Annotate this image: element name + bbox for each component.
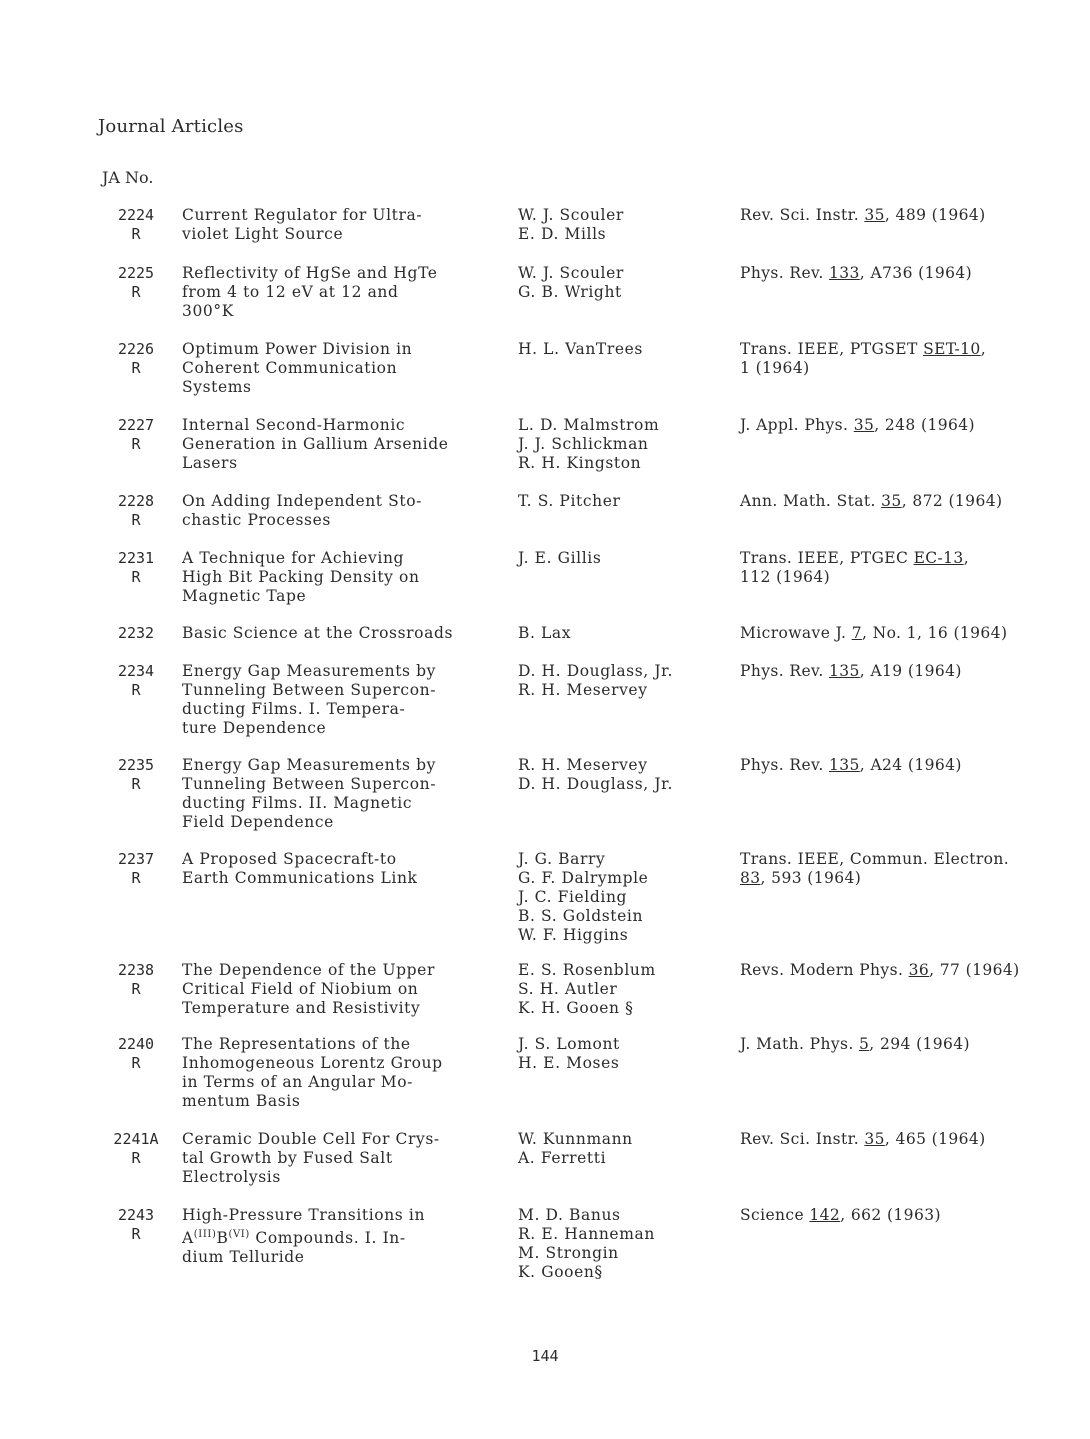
title-line: Field Dependence [182,813,334,831]
citation-journal: J. Appl. Phys. [740,416,854,434]
article-citation [740,492,1085,511]
article-title [182,756,502,832]
citation-line-2: 112 (1964) [740,568,831,586]
article-citation [740,1130,1085,1149]
author: A. Ferretti [518,1149,607,1167]
title-line: ducting Films. II. Magnetic [182,794,413,812]
author: L. D. Malmstrom [518,416,660,434]
citation-pages-year: , A19 (1964) [859,662,962,680]
title-line: dium Telluride [182,1248,305,1267]
citation-journal: J. Math. Phys. [740,1035,860,1053]
title-line: Internal Second-Harmonic [182,416,406,434]
article-authors [518,1035,728,1073]
ja-number-value: 2243 [117,1206,155,1224]
article-authors [518,624,728,643]
ja-number-value: 2235 [117,756,155,774]
citation-pages-year: , 593 (1964) [760,869,862,887]
title-line: On Adding Independent Sto- [182,492,422,510]
author: D. H. Douglass, Jr. [518,775,673,793]
title-line: Ceramic Double Cell For Crys- [182,1130,440,1148]
citation-volume: 7 [851,624,862,642]
ja-number-value: 2240 [117,1035,155,1053]
ja-number-suffix: R [131,511,141,529]
article-title [182,549,502,606]
ja-number [106,1206,166,1244]
ja-number-suffix: R [131,359,141,377]
section-title: Journal Articles [98,116,244,137]
ja-number-value: 2226 [117,340,155,358]
title-line: Earth Communications Link [182,869,418,887]
author: J. C. Fielding [518,888,628,906]
citation-journal: Trans. IEEE, PTGSET [740,340,924,358]
ja-number [106,961,166,999]
citation-pages-year: , A24 (1964) [859,756,962,774]
article-citation [740,206,1085,225]
article-citation [740,1035,1085,1054]
title-line: ducting Films. I. Tempera- [182,700,406,718]
ja-number [106,662,166,700]
author: T. S. Pitcher [518,492,621,510]
article-authors [518,264,728,302]
article-citation [740,756,1085,775]
author: J. J. Schlickman [518,435,649,453]
citation-journal: Phys. Rev. [740,264,829,282]
author: G. B. Wright [518,283,622,301]
title-line: The Representations of the [182,1035,411,1053]
article-title [182,206,502,244]
citation-journal: Trans. IEEE, Commun. Electron. [740,850,1010,868]
author: H. L. VanTrees [518,340,643,358]
author: M. Strongin [518,1244,619,1262]
author: R. H. Meservey [518,756,648,774]
ja-number-value: 2231 [117,549,155,567]
title-line: chastic Processes [182,511,331,529]
citation-pages-year: , 465 (1964) [884,1130,986,1148]
formula-b: B [216,1229,229,1248]
title-line: Systems [182,378,252,396]
title-line: Electrolysis [182,1168,281,1186]
author: E. S. Rosenblum [518,961,656,979]
title-line: ture Dependence [182,719,327,737]
ja-number [106,1130,166,1168]
citation-volume: 35 [853,416,875,434]
author: B. Lax [518,624,572,642]
citation-line-2: 1 (1964) [740,359,810,377]
article-citation [740,416,1085,435]
ja-number-suffix: R [131,225,141,243]
citation-volume: SET-10 [923,340,981,358]
author: R. E. Hanneman [518,1225,655,1243]
author: K. H. Gooen § [518,999,634,1017]
article-authors [518,1130,728,1168]
citation-journal: Ann. Math. Stat. [740,492,882,510]
author: K. Gooen§ [518,1263,603,1281]
formula-rest: Compounds. I. In- [249,1229,406,1248]
article-title [182,416,502,473]
author: W. F. Higgins [518,926,629,944]
article-title [182,850,502,888]
formula-a: A [182,1229,194,1248]
title-line: Reflectivity of HgSe and HgTe [182,264,438,282]
author: J. E. Gillis [518,549,602,567]
citation-journal: Microwave J. [740,624,852,642]
author: S. H. Autler [518,980,618,998]
title-line: Temperature and Resistivity [182,999,421,1017]
article-authors [518,1206,728,1282]
citation-journal: Rev. Sci. Instr. [740,206,865,224]
citation-journal: Science [740,1206,810,1224]
article-title [182,492,502,530]
ja-number [106,264,166,302]
title-line: Coherent Communication [182,359,398,377]
title-line-formula [182,1225,502,1248]
citation-journal: Revs. Modern Phys. [740,961,909,979]
author: W. J. Scouler [518,206,624,224]
article-citation [740,340,1085,378]
ja-number [106,206,166,244]
ja-number [106,416,166,454]
title-line: in Terms of an Angular Mo- [182,1073,413,1091]
author: R. H. Kingston [518,454,642,472]
ja-number-suffix: R [131,1054,141,1072]
article-authors [518,756,728,794]
ja-number [106,850,166,888]
article-title [182,264,502,321]
author: D. H. Douglass, Jr. [518,662,673,680]
ja-number-suffix: R [131,1149,141,1167]
title-line: Energy Gap Measurements by [182,756,437,774]
citation-pages-year: , [980,340,987,358]
ja-number-suffix: R [131,1225,141,1243]
citation-volume: 35 [881,492,902,510]
citation-volume: 35 [864,1130,885,1148]
ja-number [106,624,166,643]
title-line: Generation in Gallium Arsenide [182,435,449,453]
citation-volume: 135 [829,756,860,774]
ja-number-value: 2238 [117,961,155,979]
ja-number-value: 2228 [117,492,155,510]
article-authors [518,662,728,700]
article-title [182,340,502,397]
title-line: The Dependence of the Upper [182,961,435,979]
article-citation [740,662,1085,681]
ja-number-value: 2234 [117,662,155,680]
column-label-ja-no: JA No. [102,168,154,187]
article-authors [518,416,728,473]
article-title [182,961,502,1018]
formula-b-superscript: (VI) [228,1229,250,1240]
title-line: Lasers [182,454,238,472]
article-citation [740,1206,1085,1225]
citation-pages-year: , A736 (1964) [859,264,973,282]
article-citation [740,850,1085,888]
ja-number-suffix: R [131,435,141,453]
author: J. G. Barry [518,850,606,868]
article-citation [740,264,1085,283]
citation-pages-year: , [963,549,970,567]
page-number: 144 [531,1347,559,1365]
citation-pages-year: , 248 (1964) [874,416,975,434]
author: G. F. Dalrymple [518,869,649,887]
author: W. Kunnmann [518,1130,633,1148]
author: W. J. Scouler [518,264,624,282]
title-line: Optimum Power Division in [182,340,413,358]
ja-number-suffix: R [131,869,141,887]
article-title [182,662,502,738]
citation-volume: 142 [809,1206,841,1224]
title-line: High-Pressure Transitions in [182,1206,426,1224]
citation-pages-year: , No. 1, 16 (1964) [861,624,1008,642]
article-citation [740,961,1085,980]
author: B. S. Goldstein [518,907,644,925]
title-line: Critical Field of Niobium on [182,980,419,998]
author: J. S. Lomont [518,1035,620,1053]
ja-number [106,756,166,794]
ja-number-value: 2237 [117,850,155,868]
article-title [182,1130,502,1187]
ja-number-value: 2224 [117,206,155,224]
article-title [182,1035,502,1111]
citation-volume: 135 [829,662,860,680]
ja-number-suffix: R [131,283,141,301]
citation-volume: EC-13 [913,549,964,567]
author: M. D. Banus [518,1206,621,1224]
title-line: High Bit Packing Density on [182,568,420,586]
title-line: A Technique for Achieving [182,549,405,567]
ja-number [106,492,166,530]
ja-number-suffix: R [131,775,141,793]
title-line: tal Growth by Fused Salt [182,1149,393,1167]
title-line: from 4 to 12 eV at 12 and [182,283,399,301]
title-line: A Proposed Spacecraft-to [182,850,397,868]
citation-volume: 36 [908,961,930,979]
ja-number-value: 2225 [117,264,155,282]
article-authors [518,206,728,244]
citation-pages-year: , 872 (1964) [901,492,1003,510]
ja-number [106,549,166,587]
title-line: Energy Gap Measurements by [182,662,437,680]
citation-journal: Phys. Rev. [740,756,829,774]
title-line: Magnetic Tape [182,587,307,605]
ja-number-value: 2241A [113,1130,159,1148]
citation-volume: 133 [829,264,860,282]
ja-number [106,1035,166,1073]
citation-pages-year: , 489 (1964) [884,206,986,224]
title-line: Tunneling Between Supercon- [182,775,437,793]
ja-number-suffix: R [131,980,141,998]
title-line: Current Regulator for Ultra- [182,206,423,224]
ja-number-suffix: R [131,568,141,586]
title-line: Tunneling Between Supercon- [182,681,437,699]
citation-journal: Trans. IEEE, PTGEC [740,549,914,567]
ja-number [106,340,166,378]
citation-journal: Rev. Sci. Instr. [740,1130,865,1148]
article-authors [518,961,728,1018]
ja-number-value: 2227 [117,416,155,434]
citation-volume: 5 [859,1035,870,1053]
formula-a-superscript: (III) [193,1229,217,1240]
author: R. H. Meservey [518,681,648,699]
author: H. E. Moses [518,1054,620,1072]
citation-pages-year: , 662 (1963) [840,1206,941,1224]
article-citation [740,624,1085,643]
ja-number-suffix: R [131,681,141,699]
article-authors [518,549,728,568]
citation-volume: 83 [740,869,761,887]
title-line: violet Light Source [182,225,344,243]
title-line: Inhomogeneous Lorentz Group [182,1054,443,1072]
citation-volume: 35 [864,206,885,224]
title-line: 300°K [182,302,234,320]
citation-pages-year: , 294 (1964) [869,1035,971,1053]
article-authors [518,340,728,359]
article-authors [518,850,728,945]
article-authors [518,492,728,511]
ja-number-value: 2232 [117,624,155,642]
citation-pages-year: , 77 (1964) [929,961,1020,979]
article-title [182,1206,502,1267]
article-citation [740,549,1085,587]
title-line: Basic Science at the Crossroads [182,624,454,642]
author: E. D. Mills [518,225,607,243]
article-title [182,624,502,643]
citation-journal: Phys. Rev. [740,662,829,680]
title-line: mentum Basis [182,1092,301,1110]
